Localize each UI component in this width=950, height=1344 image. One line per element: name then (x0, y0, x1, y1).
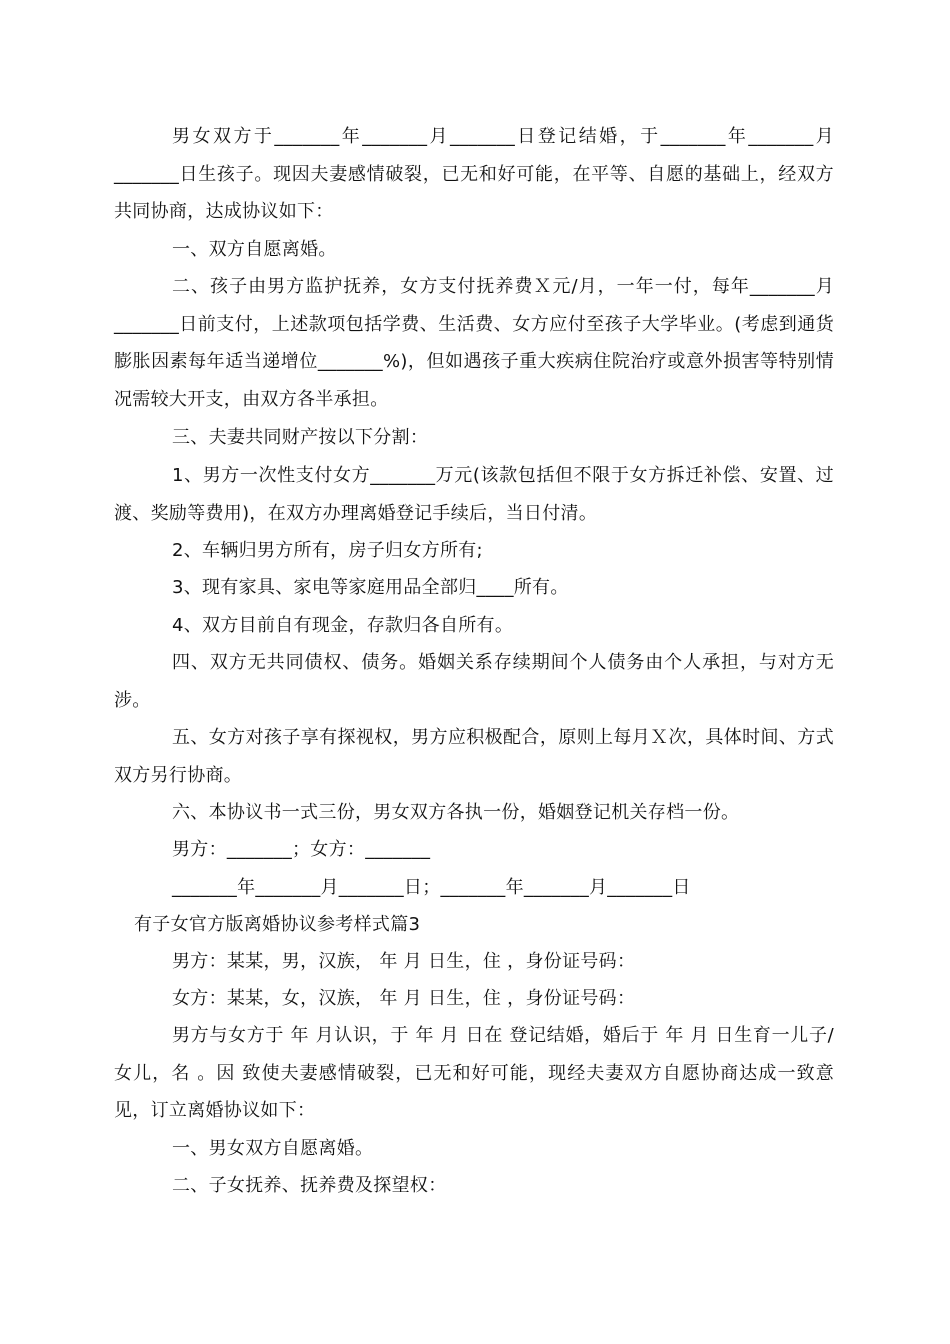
clause-2-child-custody-b: 二、子女抚养、抚养费及探望权： (172, 1175, 447, 1196)
clause-1-divorce-b: 一、男女双方自愿离婚。 (172, 1138, 374, 1159)
clause-3-item-3: 3、现有家具、家电等家庭用品全部归____所有。 (172, 577, 569, 598)
clause-3-item-2: 2、车辆归男方所有，房子归女方所有; (172, 540, 483, 561)
clause-4-debts: 四、双方无共同债权、债务。婚姻关系存续期间个人债务由个人承担，与对方无涉。 (114, 652, 834, 711)
clause-3-item-4: 4、双方目前自有现金，存款归各自所有。 (172, 615, 514, 636)
clause-6-copies: 六、本协议书一式三份，男女双方各执一份，婚姻登记机关存档一份。 (172, 802, 740, 823)
clause-5-visitation: 五、女方对孩子享有探视权，男方应积极配合，原则上每月Ｘ次，具体时间、方式双方另行协商。 (114, 727, 834, 786)
section-heading: 有子女官方版离婚协议参考样式篇3 (134, 914, 421, 935)
signature-line: 男方：_______；女方：_______ (172, 839, 431, 860)
party-female: 女方：某某，女，汉族， 年 月 日生，住 ，身份证号码： (172, 988, 636, 1009)
paragraph-background: 男方与女方于 年 月认识，于 年 月 日在 登记结婚，婚后于 年 月 日生育一儿子/女儿，名 。因 致使夫妻感情破裂，已无和好可能，现经夫妻双方自愿协商达成一致意见，订立离婚协议如下： (114, 1025, 834, 1121)
clause-3-property: 三、夫妻共同财产按以下分割： (172, 427, 429, 448)
clause-2-child-support: 二、孩子由男方监护抚养，女方支付抚养费Ｘ元/月，一年一付，每年_______月_______日前支付，上述款项包括学费、生活费、女方应付至孩子大学毕业。(考虑到通货膨胀因素每年适当递增位_______%)，但如遇孩子重大疾病住院治疗或意外损害等特别情况需较大开支，由双方各半承担。 (114, 276, 834, 410)
paragraph-marriage-intro: 男女双方于_______年_______月_______日登记结婚，于_______年_______月_______日生孩子。现因夫妻感情破裂，已无和好可能，在平等、自愿的基础上，经双方共同协商，达成协议如下： (114, 126, 834, 222)
party-male: 男方：某某，男，汉族， 年 月 日生，住 ，身份证号码： (172, 951, 636, 972)
clause-3-item-1: 1、男方一次性支付女方_______万元(该款包括但不限于女方拆迁补偿、安置、过渡、奖励等费用)，在双方办理离婚登记手续后，当日付清。 (114, 465, 834, 524)
date-line: _______年_______月_______日；_______年_______月_______日 (172, 877, 691, 898)
clause-1-divorce: 一、双方自愿离婚。 (172, 239, 337, 260)
